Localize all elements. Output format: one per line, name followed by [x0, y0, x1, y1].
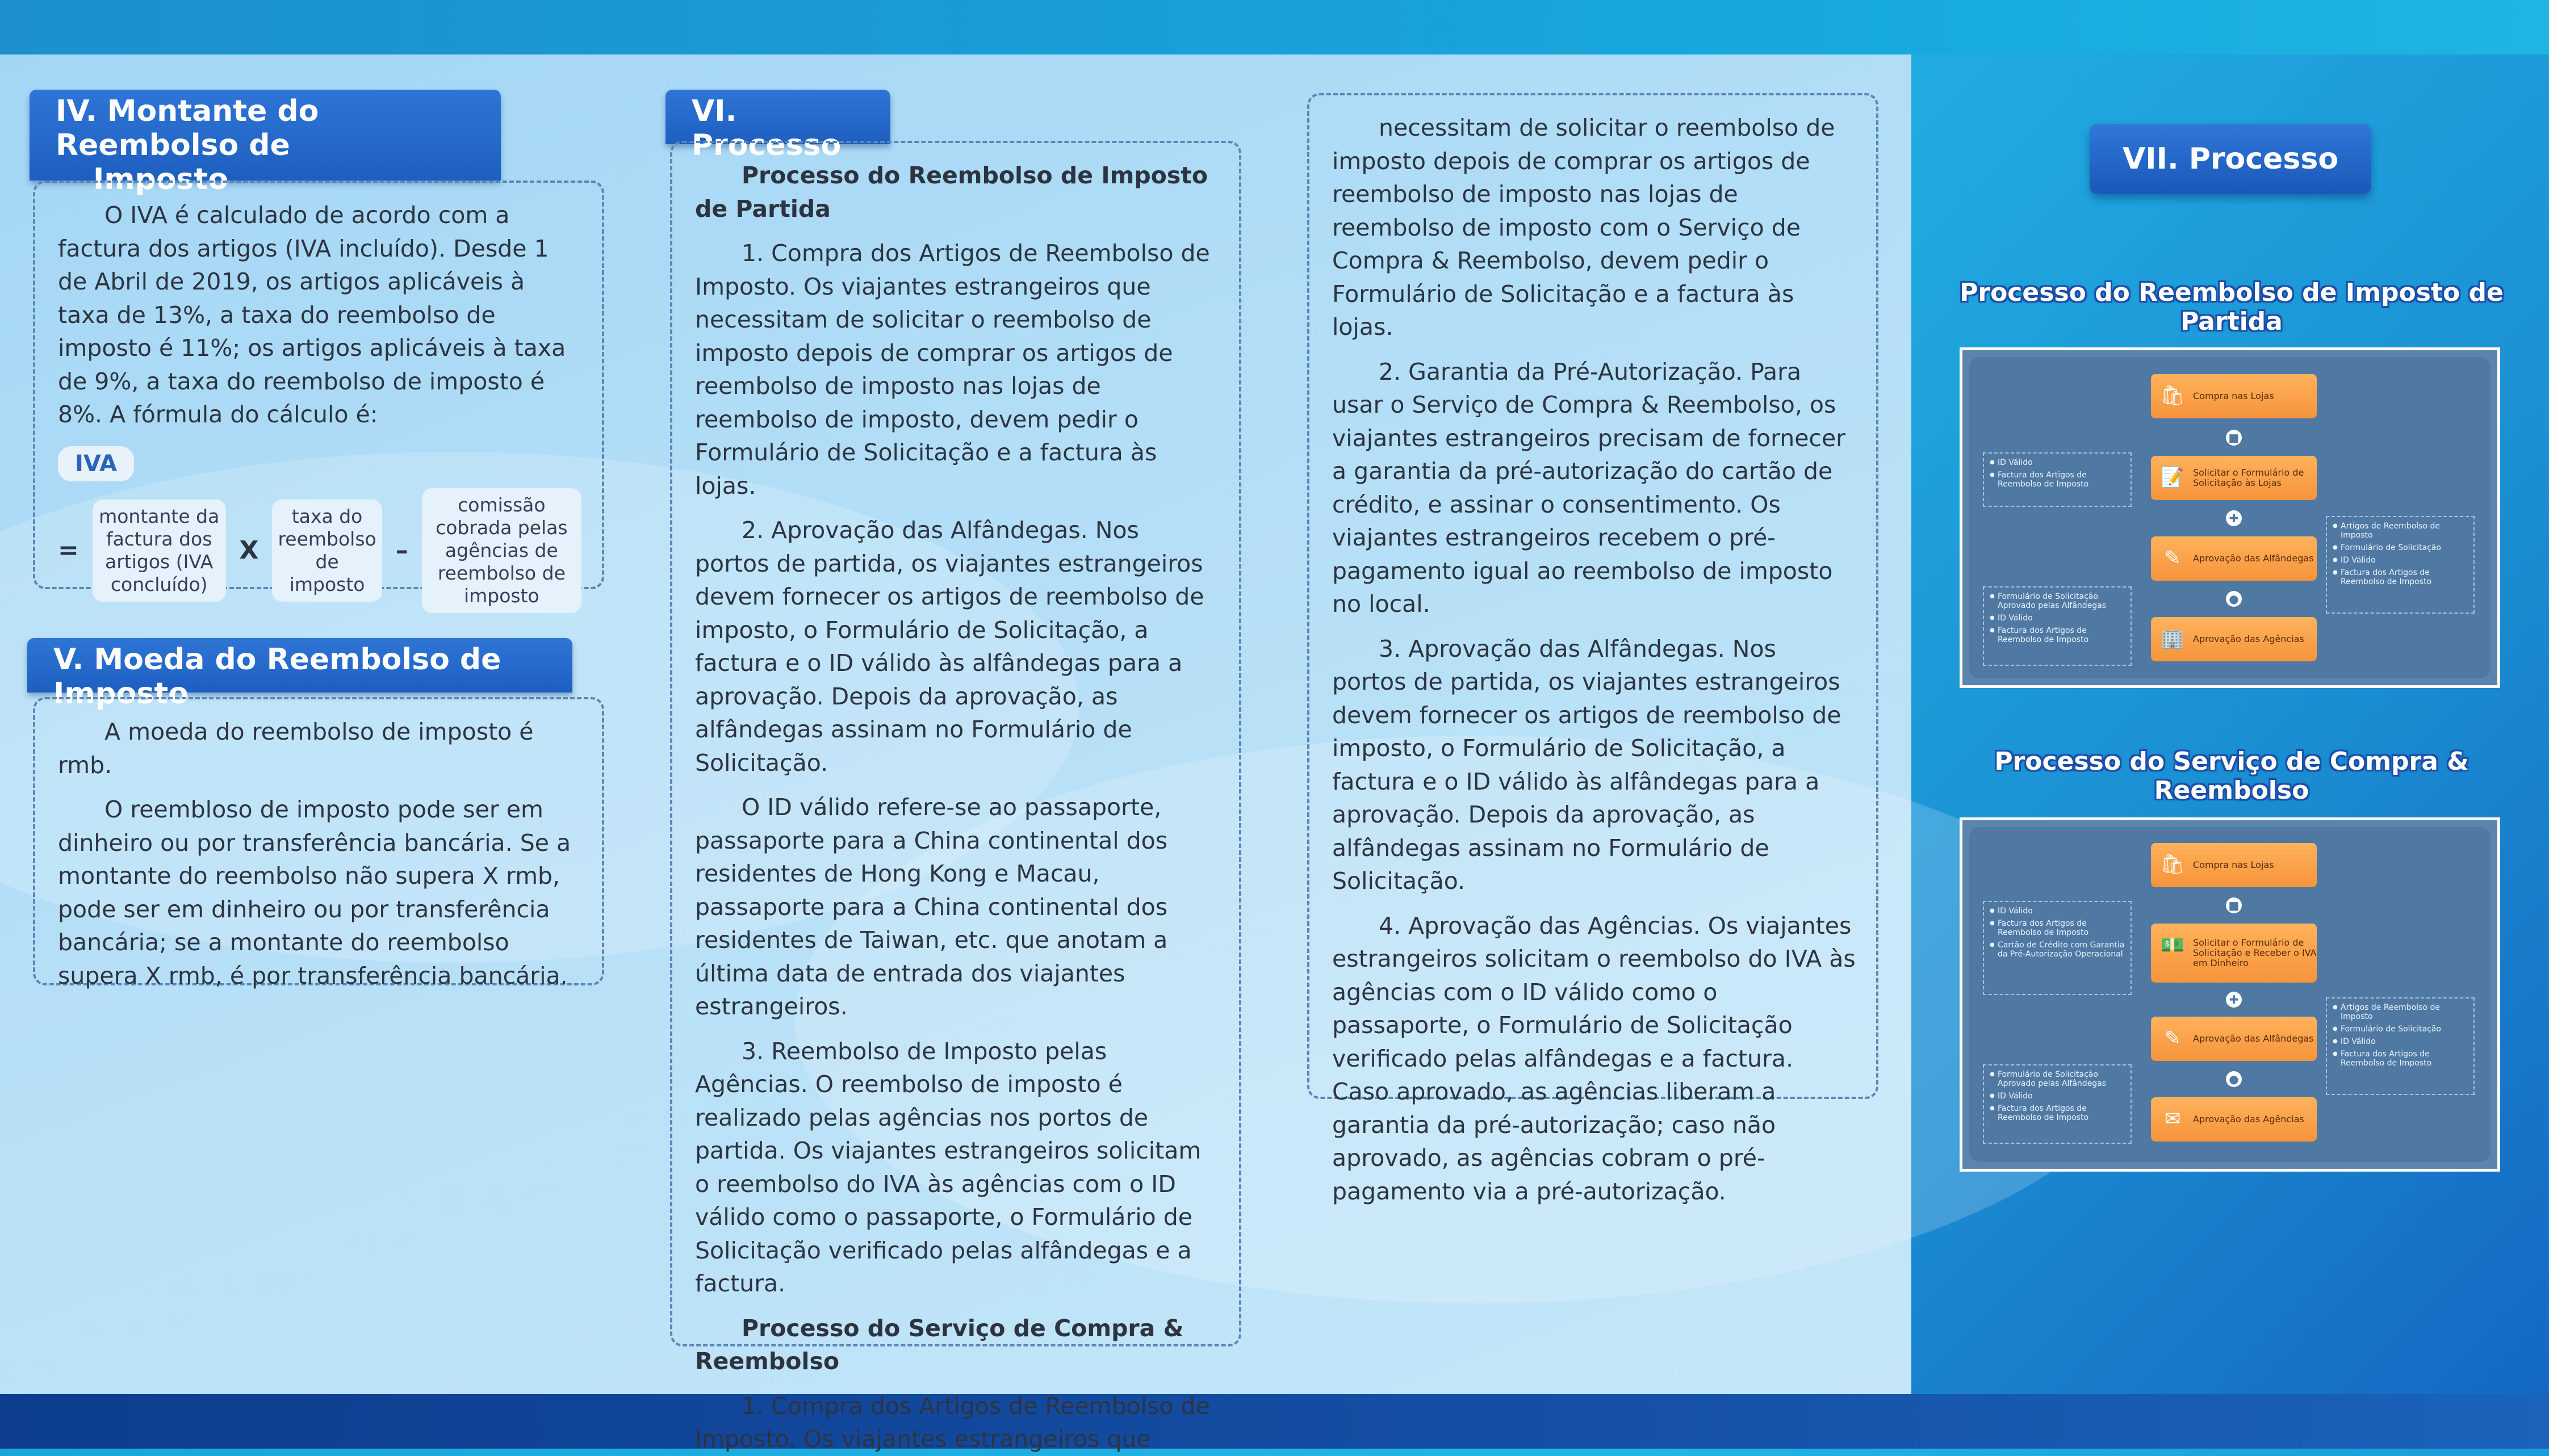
diagram-1-step-3: ✎ Aprovação das Alfândegas	[2151, 536, 2317, 581]
cash-register-icon: 💵	[2160, 934, 2185, 956]
section-vi-p5: 1. Compra dos Artigos de Reembolso de Imposto. Os viajantes estrangeiros que	[695, 1392, 1210, 1453]
brochure-page	[0, 54, 1911, 1453]
section-iv-title-line2: Imposto	[93, 162, 229, 196]
diagram-1-step-2: 📝 Solicitar o Formulário de Solicitação às Lojas	[2151, 456, 2317, 500]
section-iv-paragraph: O IVA é calculado de acordo com a factura dos artigos (IVA incluído). Desde 1 de Abril de 2019, os artigos aplicáveis à taxa de 13%, a taxa do reembolso de imposto é 11%; os artigos aplicáveis à taxa de 9%, a taxa do reembolso de imposto é 8%. A fórmula do cálculo é:	[58, 202, 566, 428]
connector-icon: ■	[2226, 897, 2242, 913]
shopping-bag-icon: 🛍	[2160, 384, 2185, 407]
section-vi-cont-p3: 3. Aprovação das Alfândegas. Nos portos de partida, os viajantes estrangeiros devem fornecer os artigos de reembolso de imposto, o Formulário de Solicitação, a factura e o ID válido às alfândegas para a aprovação. Depois da aprovação, as alfândegas assinam no Formulário de Solicitação.	[1332, 635, 1841, 895]
diagram-2-step-4: ✉ Aprovação das Agências	[2151, 1097, 2317, 1142]
section-vi-box	[670, 141, 1241, 1453]
section-vi-subheading-1: Processo do Reembolso de Imposto de Partida	[695, 162, 1208, 223]
form-icon: 📝	[2160, 466, 2185, 489]
section-vi-continued-box	[1307, 93, 1878, 1205]
diagram-2-title: Processo do Serviço de Compra & Reembolso	[1994, 747, 2469, 805]
diagram-2-note-left-1: ● ID Válido ● Factura dos Artigos de Reembolso de Imposto ● Cartão de Crédito com Garantia da Pré-Autorização Operacional	[1983, 901, 2132, 995]
diagram-2-frame	[1960, 817, 2500, 1172]
section-iv-box	[33, 181, 604, 607]
formula-term-rate: taxa do reembolso de imposto	[272, 500, 382, 602]
formula-equals: =	[58, 535, 79, 565]
diagram-2-note-left-2: ● Formulário de Solicitação Aprovado pelas Alfândegas ● ID Válido ● Factura dos Artigos de Reembolso de Imposto	[1983, 1064, 2132, 1144]
diagram-1-step-4: 🏢 Aprovação das Agências	[2151, 617, 2317, 661]
top-band	[0, 0, 2549, 54]
diagram-1-title: Processo do Reembolso de Imposto de Partida	[1960, 278, 2504, 336]
diagram-1-note-right: ● Artigos de Reembolso de Imposto ● Formulário de Solicitação ● ID Válido ● Factura dos Artigos de Reembolso de Imposto	[2326, 516, 2475, 614]
section-vi-p4: 3. Reembolso de Imposto pelas Agências. O reembolso de imposto é realizado pelas agências nos portos de partida. Os viajantes estrangeiros solicitam o reembolso do IVA às agências com o ID válido como o passaporte, o Formulário de Solicitação verificado pelas alfândegas e a factura.	[695, 1037, 1202, 1297]
section-iv-title-line1: IV. Montante do Reembolso de	[56, 94, 319, 162]
connector-icon: ●	[2226, 1071, 2242, 1087]
tax-formula	[58, 488, 581, 613]
section-v-p2: O reembloso de imposto pode ser em dinheiro ou por transferência bancária. Se a montante do reembolso não supera X rmb, pode ser em dinheiro ou por transferência bancária; se a montante do reembolso supera X rmb, é por transferência bancária.	[58, 796, 571, 989]
diagram-2-step-3: ✎ Aprovação das Alfândegas	[2151, 1017, 2317, 1061]
diagram-2-step-2: 💵 Solicitar o Formulário de Solicitação e Receber o IVA em Dinheiro	[2151, 924, 2317, 983]
diagram-2-note-right: ● Artigos de Reembolso de Imposto ● Formulário de Solicitação ● ID Válido ● Factura dos Artigos de Reembolso de Imposto	[2326, 997, 2475, 1095]
bottom-band	[0, 1394, 2549, 1449]
formula-minus: –	[395, 535, 408, 565]
section-vi-subheading-2: Processo do Serviço de Compra & Reembolso	[695, 1314, 1184, 1375]
diagram-1-note-left-1: ● ID Válido ● Factura dos Artigos de Reembolso de Imposto	[1983, 452, 2132, 507]
connector-icon: ●	[2226, 591, 2242, 607]
iva-label: IVA	[58, 446, 134, 482]
customs-icon: ✎	[2164, 1027, 2181, 1050]
section-vi-title: VI. Processo	[692, 94, 842, 162]
section-v-box	[33, 697, 604, 989]
section-vi-p3: O ID válido refere-se ao passaporte, passaporte para a China continental dos residentes de Hong Kong e Macau, passaporte para a China continental dos residentes de Taiwan, etc. que anotam a última data de entrada dos viajantes estrangeiros.	[695, 794, 1168, 1020]
diagram-2-panel	[1969, 827, 2491, 1162]
section-vi-p1: 1. Compra dos Artigos de Reembolso de Imposto. Os viajantes estrangeiros que necessitam de solicitar o reembolso de imposto depois de comprar os artigos de reembolso de imposto nas lojas de reembolso de imposto, devem pedir o Formulário de Solicitação e a factura às lojas.	[695, 240, 1210, 500]
section-v-title: V. Moeda do Reembolso de Imposto	[53, 643, 501, 711]
section-vi-p2: 2. Aprovação das Alfândegas. Nos portos de partida, os viajantes estrangeiros devem fornecer os artigos de reembolso de imposto, o Formulário de Solicitação, a factura e o ID válido às alfândegas para a aprovação. Depois da aprovação, as alfândegas assinam no Formulário de Solicitação.	[695, 517, 1204, 777]
formula-times: X	[239, 535, 259, 565]
section-vi-cont-p2: 2. Garantia da Pré-Autorização. Para usar o Serviço de Compra & Reembolso, os viajantes estrangeiros precisam de fornecer a garantia da pré-autorização do cartão de crédito, e assinar o consentimento. Os viajantes estrangeiros recebem o pré-pagamento igual ao reembolso de imposto no local.	[1332, 358, 1846, 618]
diagram-1-frame	[1960, 347, 2500, 688]
diagram-1-note-left-2: ● Formulário de Solicitação Aprovado pelas Alfândegas ● ID Válido ● Factura dos Artigos de Reembolso de Imposto	[1983, 586, 2132, 666]
section-vi-cont-p1: necessitam de solicitar o reembolso de imposto depois de comprar os artigos de reembolso de imposto nas lojas de reembolso de imposto com o Serviço de Compra & Reembolso, devem pedir o Formulário de Solicitação e a factura às lojas.	[1332, 114, 1835, 341]
diagram-1-step-1: 🛍 Compra nas Lojas	[2151, 374, 2317, 418]
section-vi-header	[665, 90, 890, 162]
section-vi-cont-p4: 4. Aprovação das Agências. Os viajantes estrangeiros solicitam o reembolso do IVA às agências com o ID válido como o passaporte, o Formulário de Solicitação verificado pelas alfândegas e a factura. Caso aprovado, as agências liberam a garantia da pré-autorização; caso não aprovado, as agências cobram o pré-pagamento via a pré-autorização.	[1332, 912, 1856, 1205]
section-v-p1: A moeda do reembolso de imposto é rmb.	[58, 718, 534, 779]
section-vii-header: VII. Processo	[2090, 124, 2371, 194]
formula-term-invoice: montante da factura dos artigos (IVA concluído)	[93, 500, 226, 602]
customs-icon: ✎	[2164, 547, 2181, 569]
shopping-bag-icon: 🛍	[2160, 853, 2185, 876]
diagram-1-panel	[1969, 357, 2491, 678]
connector-icon: ■	[2226, 430, 2242, 446]
connector-icon: ✚	[2226, 992, 2242, 1008]
section-v-header	[27, 638, 572, 711]
section-iv-header	[30, 90, 501, 196]
connector-icon: ✚	[2226, 510, 2242, 526]
formula-term-commission: comissão cobrada pelas agências de reembolso de imposto	[422, 488, 581, 613]
agency-icon: 🏢	[2160, 627, 2185, 650]
envelope-icon: ✉	[2164, 1107, 2181, 1130]
diagram-2-step-1: 🛍 Compra nas Lojas	[2151, 843, 2317, 887]
